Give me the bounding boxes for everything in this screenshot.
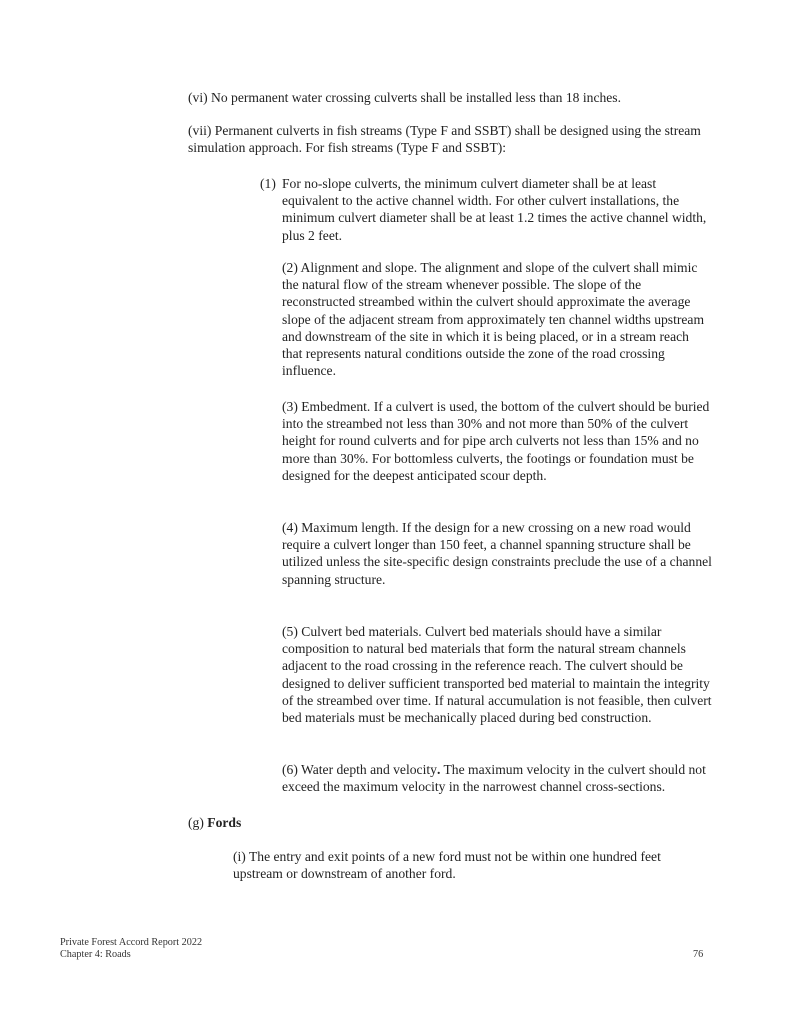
fords-item-i: (i) The entry and exit points of a new ford must not be within one hundred feet upstream or downstream of another ford. xyxy=(233,849,661,882)
list-item-4: (4) Maximum length. If the design for a new crossing on a new road would require a culvert longer than 150 feet, a channel spanning structure shall be utilized unless the site-specific design constraints preclude the use of a channel spanning structure. xyxy=(282,520,712,587)
list-item-1-number: (1) xyxy=(260,176,276,191)
list-item-1-text: For no-slope culverts, the minimum culvert diameter shall be at least equivalent to the active channel width. For other culvert installations, the minimum culvert diameter shall be at least 1.2 times the active channel width, plus 2 feet. xyxy=(282,176,707,243)
list-item-2: (2) Alignment and slope. The alignment and slope of the culvert shall mimic the natural flow of the stream whenever possible. The slope of the reconstructed streambed within the culvert should approximate the average slope of the adjacent stream from approximately ten channel widths upstream and downstream of the site in which it is being placed, or in a stream reach that represents natural conditions outside the zone of the road crossing influence. xyxy=(282,260,705,379)
list-item-1 xyxy=(260,175,712,244)
list-item-6-lead: (6) Water depth and velocity xyxy=(282,762,437,777)
list-item-6 xyxy=(282,761,712,795)
footer-report-title: Private Forest Accord Report 2022 xyxy=(60,937,203,948)
list-item-5: (5) Culvert bed materials. Culvert bed materials should have a similar composition to natural bed materials that form the natural stream channels adjacent to the road crossing in the reference reach. The culvert should be designed to deliver sufficient transported bed material to maintain the integrity of the streambed over time. If natural accumulation is not feasible, then culvert bed materials must be mechanically placed during bed construction. xyxy=(282,624,712,726)
list-item-6-rest: The maximum velocity in the culvert should not exceed the maximum velocity in the narrowest channel cross-sections. xyxy=(282,762,706,795)
paragraph-vi: (vi) No permanent water crossing culverts shall be installed less than 18 inches. xyxy=(188,90,621,105)
paragraph-vii: (vii) Permanent culverts in fish streams (Type F and SSBT) shall be designed using the stream simulation approach. For fish streams (Type F and SSBT): xyxy=(188,123,701,156)
page-number: 76 xyxy=(693,949,704,960)
fords-label: (g) xyxy=(188,815,204,830)
footer-chapter: Chapter 4: Roads xyxy=(60,948,131,960)
section-heading-fords xyxy=(188,814,241,831)
list-item-6-period: . xyxy=(436,762,441,777)
fords-title: Fords xyxy=(207,815,242,830)
list-item-3: (3) Embedment. If a culvert is used, the bottom of the culvert should be buried into the streambed not less than 30% and not more than 50% of the culvert height for round culverts and for pipe arch culverts not less than 15% and no more than 30%. For bottomless culverts, the footings or foundation must be designed for the deepest anticipated scour depth. xyxy=(282,399,710,483)
page-footer xyxy=(60,937,202,960)
